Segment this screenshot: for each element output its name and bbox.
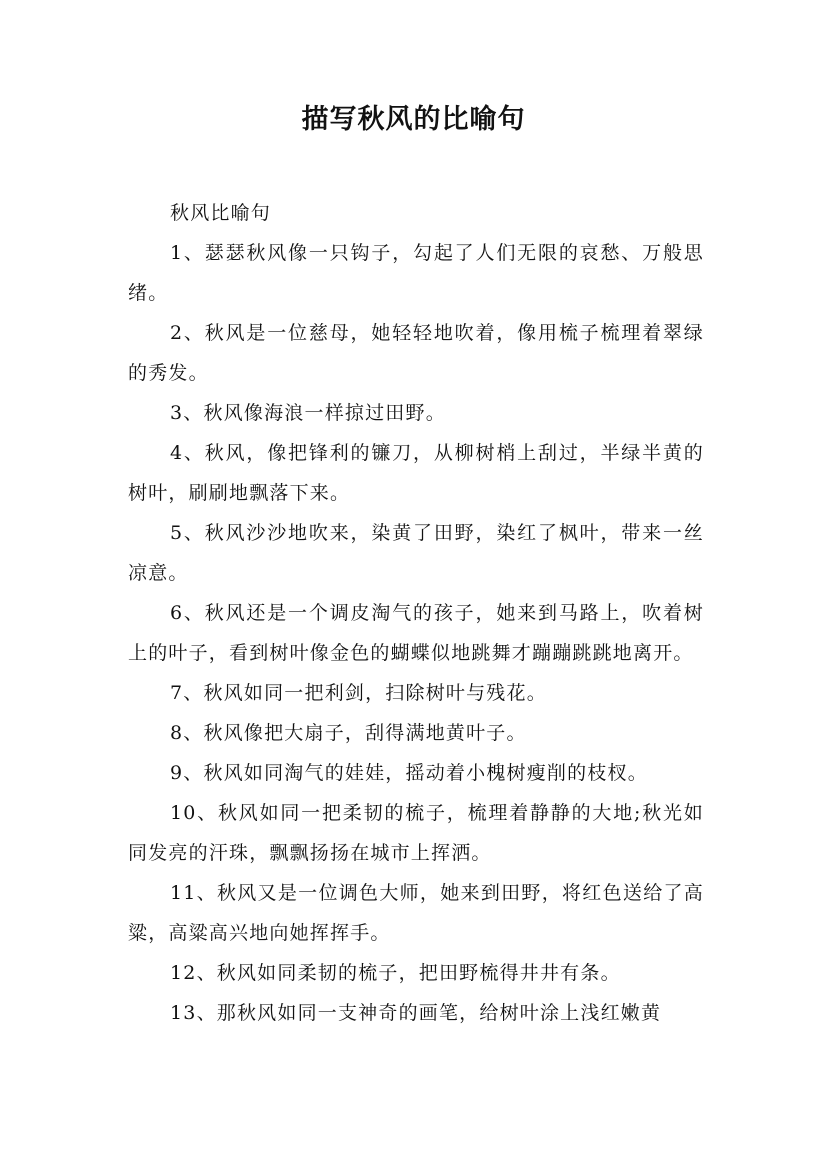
- paragraph: 6、秋风还是一个调皮淘气的孩子，她来到马路上，吹着树上的叶子，看到树叶像金色的蝴蝶似地跳舞才蹦蹦跳跳地离开。: [128, 602, 704, 664]
- subheading: 秋风比喻句: [170, 202, 272, 224]
- paragraph: 7、秋风如同一把利剑，扫除树叶与残花。: [170, 682, 547, 704]
- paragraph: 9、秋风如同淘气的娃娃，摇动着小槐树瘦削的枝杈。: [170, 762, 648, 784]
- paragraph: 10、秋风如同一把柔韧的梳子，梳理着静静的大地;秋光如同发亮的汗珠，飘飘扬扬在城市上挥洒。: [128, 802, 704, 864]
- paragraph: 11、秋风又是一位调色大师，她来到田野，将红色送给了高粱，高粱高兴地向她挥挥手。: [128, 882, 704, 944]
- paragraph: 1、瑟瑟秋风像一只钩子，勾起了人们无限的哀愁、万般思绪。: [128, 242, 704, 304]
- document-title: 描写秋风的比喻句: [301, 104, 526, 135]
- paragraph: 5、秋风沙沙地吹来，染黄了田野，染红了枫叶，带来一丝凉意。: [128, 522, 704, 584]
- paragraph: 12、秋风如同柔韧的梳子，把田野梳得井井有条。: [170, 962, 621, 984]
- paragraph: 3、秋风像海浪一样掠过田野。: [170, 402, 446, 424]
- paragraph: 8、秋风像把大扇子，刮得满地黄叶子。: [170, 722, 527, 744]
- paragraph: 2、秋风是一位慈母，她轻轻地吹着，像用梳子梳理着翠绿的秀发。: [128, 322, 704, 384]
- paragraph: 13、那秋风如同一支神奇的画笔，给树叶涂上浅红嫩黄: [170, 1002, 662, 1024]
- paragraph: 4、秋风，像把锋利的镰刀，从柳树梢上刮过，半绿半黄的树叶，刷刷地飘落下来。: [128, 442, 704, 504]
- document-body: [128, 193, 704, 1033]
